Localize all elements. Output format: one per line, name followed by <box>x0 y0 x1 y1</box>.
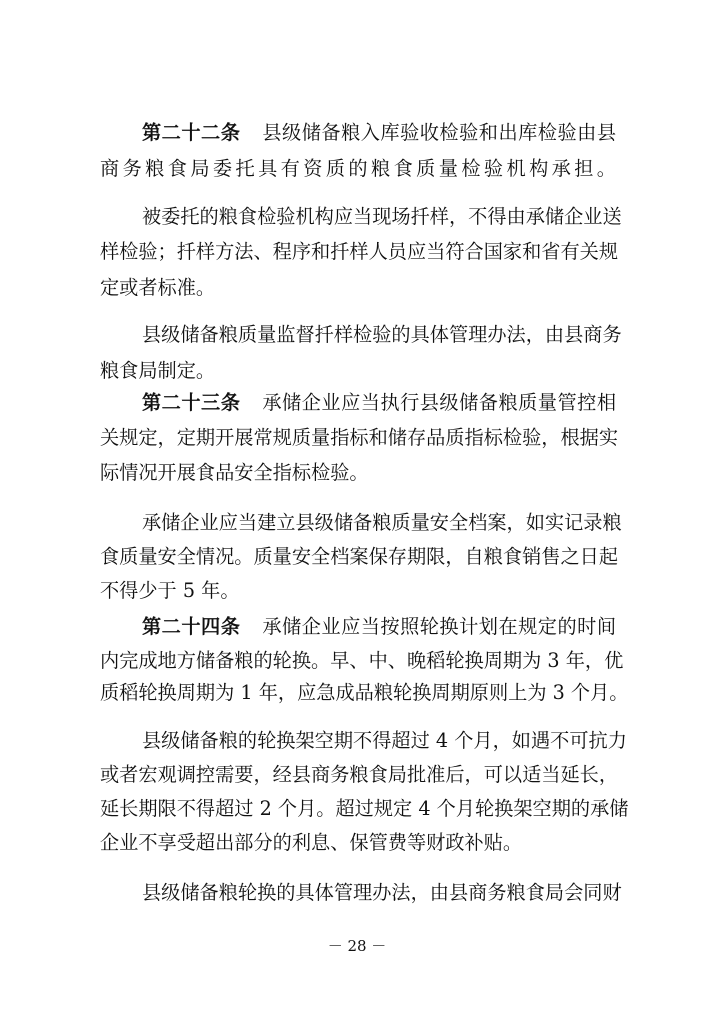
article-24-title: 第二十四条 <box>142 615 241 638</box>
article-23-line-1 <box>100 388 616 418</box>
article-23-para2-line-2: 食质量安全情况。质量安全档案保存期限，自粮食销售之日起 <box>100 545 619 568</box>
article-22-text: 县级储备粮入库验收检验和出库检验由县 <box>262 121 617 144</box>
article-22-title: 第二十二条 <box>142 121 241 144</box>
article-24-line-1 <box>100 612 616 642</box>
article-23-para2-line-3: 不得少于 5 年。 <box>100 579 240 602</box>
article-23-text: 承储企业应当执行县级储备粮质量管控相 <box>262 391 617 414</box>
article-24-para2-line-4: 企业不享受超出部分的利息、保管费等财政补贴。 <box>100 831 523 854</box>
article-24-line-3: 质稻轮换周期为 1 年，应急成品粮轮换周期原则上为 3 个月。 <box>100 681 629 704</box>
article-23-line-2: 关规定，定期开展常规质量指标和储存品质指标检验，根据实 <box>100 426 619 449</box>
article-22-para3-line-2: 粮食局制定。 <box>100 359 216 382</box>
article-24-para2-line-1: 县级储备粮的轮换架空期不得超过 4 个月，如遇不可抗力 <box>142 729 627 752</box>
article-22-para3-line-1: 县级储备粮质量监督扦样检验的具体管理办法，由县商务 <box>142 323 622 346</box>
article-23-title: 第二十三条 <box>142 391 241 414</box>
article-24-line-2: 内完成地方储备粮的轮换。早、中、晚稻轮换周期为 3 年，优 <box>100 649 624 672</box>
article-22-line-2: 商务粮食局委托具有资质的粮食质量检验机构承担。 <box>100 157 616 180</box>
article-24-para2-line-3: 延长期限不得超过 2 个月。超过规定 4 个月轮换架空期的承储 <box>100 797 629 820</box>
article-22-line-1 <box>100 118 616 148</box>
article-23-line-3: 际情况开展食品安全指标检验。 <box>100 461 369 484</box>
article-23-para2-line-1: 承储企业应当建立县级储备粮质量安全档案，如实记录粮 <box>142 511 622 534</box>
article-24-para2-line-2: 或者宏观调控需要，经县商务粮食局批准后，可以适当延长， <box>100 763 619 786</box>
article-22-para2-line-3: 定或者标准。 <box>100 276 216 299</box>
article-22-para2-line-1: 被委托的粮食检验机构应当现场扦样，不得由承储企业送 <box>142 205 622 228</box>
article-24-para3-line-1: 县级储备粮轮换的具体管理办法，由县商务粮食局会同财 <box>142 881 622 904</box>
article-24-text: 承储企业应当按照轮换计划在规定的时间 <box>262 615 617 638</box>
article-22-para2-line-2: 样检验；扦样方法、程序和扦样人员应当符合国家和省有关规 <box>100 240 619 263</box>
page-number: － 28 － <box>327 937 387 955</box>
